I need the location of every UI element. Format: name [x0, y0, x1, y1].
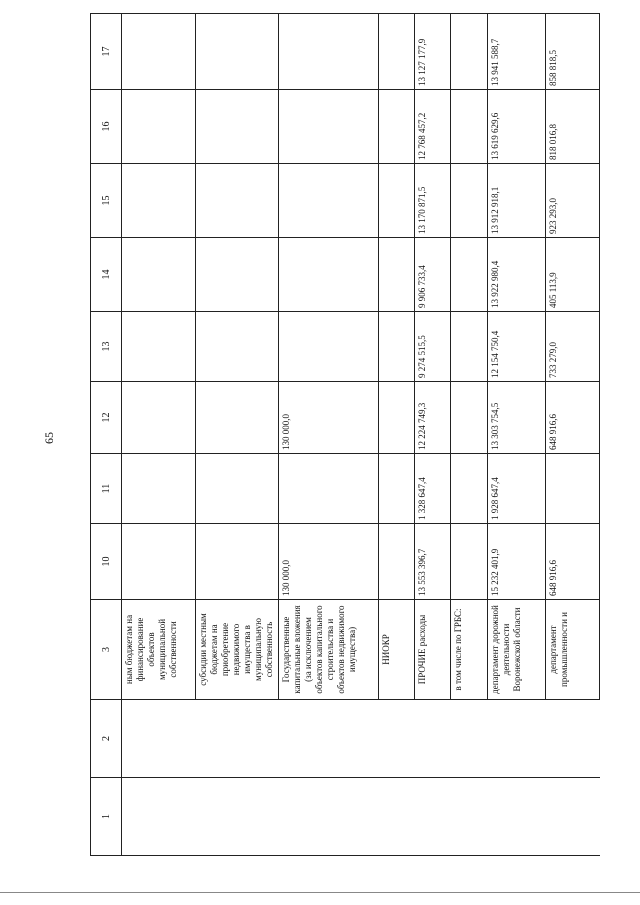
value-cell	[451, 14, 487, 90]
value-cell: 818 016,8	[545, 90, 599, 164]
budget-table	[90, 13, 600, 856]
value-cell: 12 224 749,3	[415, 382, 451, 454]
row-label: ПРОЧИЕ расходы	[415, 600, 451, 700]
table-row	[122, 14, 196, 856]
value-cell: 923 293,0	[545, 164, 599, 238]
value-cell	[451, 164, 487, 238]
table-row	[196, 14, 278, 856]
empty-cell	[379, 700, 415, 778]
value-cell: 9 274 515,5	[415, 312, 451, 382]
value-cell	[122, 164, 196, 238]
table-row	[415, 14, 451, 856]
empty-cell	[122, 700, 196, 778]
table-body	[122, 14, 600, 856]
column-header: 11	[91, 454, 122, 524]
empty-cell	[487, 700, 545, 778]
value-cell: 13 127 177,9	[415, 14, 451, 90]
empty-cell	[451, 778, 487, 856]
value-cell	[379, 238, 415, 312]
row-label: в том числе по ГРБС:	[451, 600, 487, 700]
column-header: 3	[91, 600, 122, 700]
value-cell	[278, 164, 378, 238]
table-row	[379, 14, 415, 856]
empty-cell	[379, 778, 415, 856]
row-label: Государственные капитальные вложения (за исключением объектов капитального строительства и объектов недвижимого имущества)	[278, 600, 378, 700]
column-header: 2	[91, 700, 122, 778]
empty-cell	[196, 700, 278, 778]
value-cell	[122, 14, 196, 90]
empty-cell	[487, 778, 545, 856]
value-cell: 12 768 457,2	[415, 90, 451, 164]
empty-cell	[451, 700, 487, 778]
value-cell: 733 279,0	[545, 312, 599, 382]
value-cell	[122, 382, 196, 454]
empty-cell	[278, 700, 378, 778]
value-cell: 1 928 647,4	[487, 454, 545, 524]
value-cell	[122, 454, 196, 524]
value-cell: 13 941 588,7	[487, 14, 545, 90]
value-cell	[196, 14, 278, 90]
value-cell: 858 818,5	[545, 14, 599, 90]
bottom-rule	[0, 892, 640, 893]
value-cell	[379, 382, 415, 454]
value-cell	[278, 312, 378, 382]
column-header: 10	[91, 524, 122, 600]
value-cell	[451, 90, 487, 164]
value-cell	[451, 312, 487, 382]
column-header: 12	[91, 382, 122, 454]
value-cell: 13 170 871,5	[415, 164, 451, 238]
value-cell	[278, 14, 378, 90]
value-cell	[379, 90, 415, 164]
value-cell	[545, 454, 599, 524]
value-cell: 9 906 733,4	[415, 238, 451, 312]
rotated-table-container	[90, 14, 600, 856]
value-cell	[196, 524, 278, 600]
value-cell	[379, 524, 415, 600]
empty-cell	[415, 778, 451, 856]
value-cell	[196, 238, 278, 312]
value-cell: 130 000,0	[278, 524, 378, 600]
empty-cell	[278, 778, 378, 856]
value-cell	[196, 164, 278, 238]
value-cell	[196, 312, 278, 382]
empty-cell	[545, 778, 599, 856]
row-label: департамент промышленности и	[545, 600, 599, 700]
empty-cell	[415, 700, 451, 778]
value-cell	[379, 454, 415, 524]
value-cell	[451, 238, 487, 312]
value-cell: 13 303 754,5	[487, 382, 545, 454]
column-header: 16	[91, 90, 122, 164]
table-row	[451, 14, 487, 856]
column-header: 15	[91, 164, 122, 238]
row-label: ным бюджетам на финансирование объектов муниципальной собственности	[122, 600, 196, 700]
value-cell	[451, 454, 487, 524]
value-cell: 405 113,9	[545, 238, 599, 312]
value-cell: 13 922 980,4	[487, 238, 545, 312]
value-cell: 648 916,6	[545, 382, 599, 454]
value-cell	[379, 312, 415, 382]
value-cell	[451, 382, 487, 454]
value-cell	[451, 524, 487, 600]
value-cell	[196, 90, 278, 164]
value-cell: 13 553 396,7	[415, 524, 451, 600]
value-cell	[122, 238, 196, 312]
row-label: департамент дорожной деятельности Воронежской области	[487, 600, 545, 700]
value-cell: 15 232 401,9	[487, 524, 545, 600]
table-row	[278, 14, 378, 856]
value-cell: 648 916,6	[545, 524, 599, 600]
value-cell	[122, 524, 196, 600]
value-cell	[278, 238, 378, 312]
value-cell	[379, 14, 415, 90]
empty-cell	[196, 778, 278, 856]
table-row	[545, 14, 599, 856]
value-cell: 1 328 647,4	[415, 454, 451, 524]
column-header: 13	[91, 312, 122, 382]
column-header: 14	[91, 238, 122, 312]
value-cell	[122, 312, 196, 382]
row-label: НИОКР	[379, 600, 415, 700]
value-cell: 12 154 750,4	[487, 312, 545, 382]
row-label: субсидии местным бюджетам на приобретение недвижимого имущества в муниципальную собственность	[196, 600, 278, 700]
value-cell	[278, 454, 378, 524]
column-header: 17	[91, 14, 122, 90]
value-cell	[196, 382, 278, 454]
value-cell: 130 000,0	[278, 382, 378, 454]
value-cell	[122, 90, 196, 164]
empty-cell	[545, 700, 599, 778]
empty-cell	[122, 778, 196, 856]
page-number: 65	[42, 432, 56, 444]
header-row	[91, 14, 122, 856]
value-cell	[379, 164, 415, 238]
column-header: 1	[91, 778, 122, 856]
value-cell	[196, 454, 278, 524]
value-cell: 13 912 918,1	[487, 164, 545, 238]
value-cell: 13 619 629,6	[487, 90, 545, 164]
value-cell	[278, 90, 378, 164]
table-row	[487, 14, 545, 856]
